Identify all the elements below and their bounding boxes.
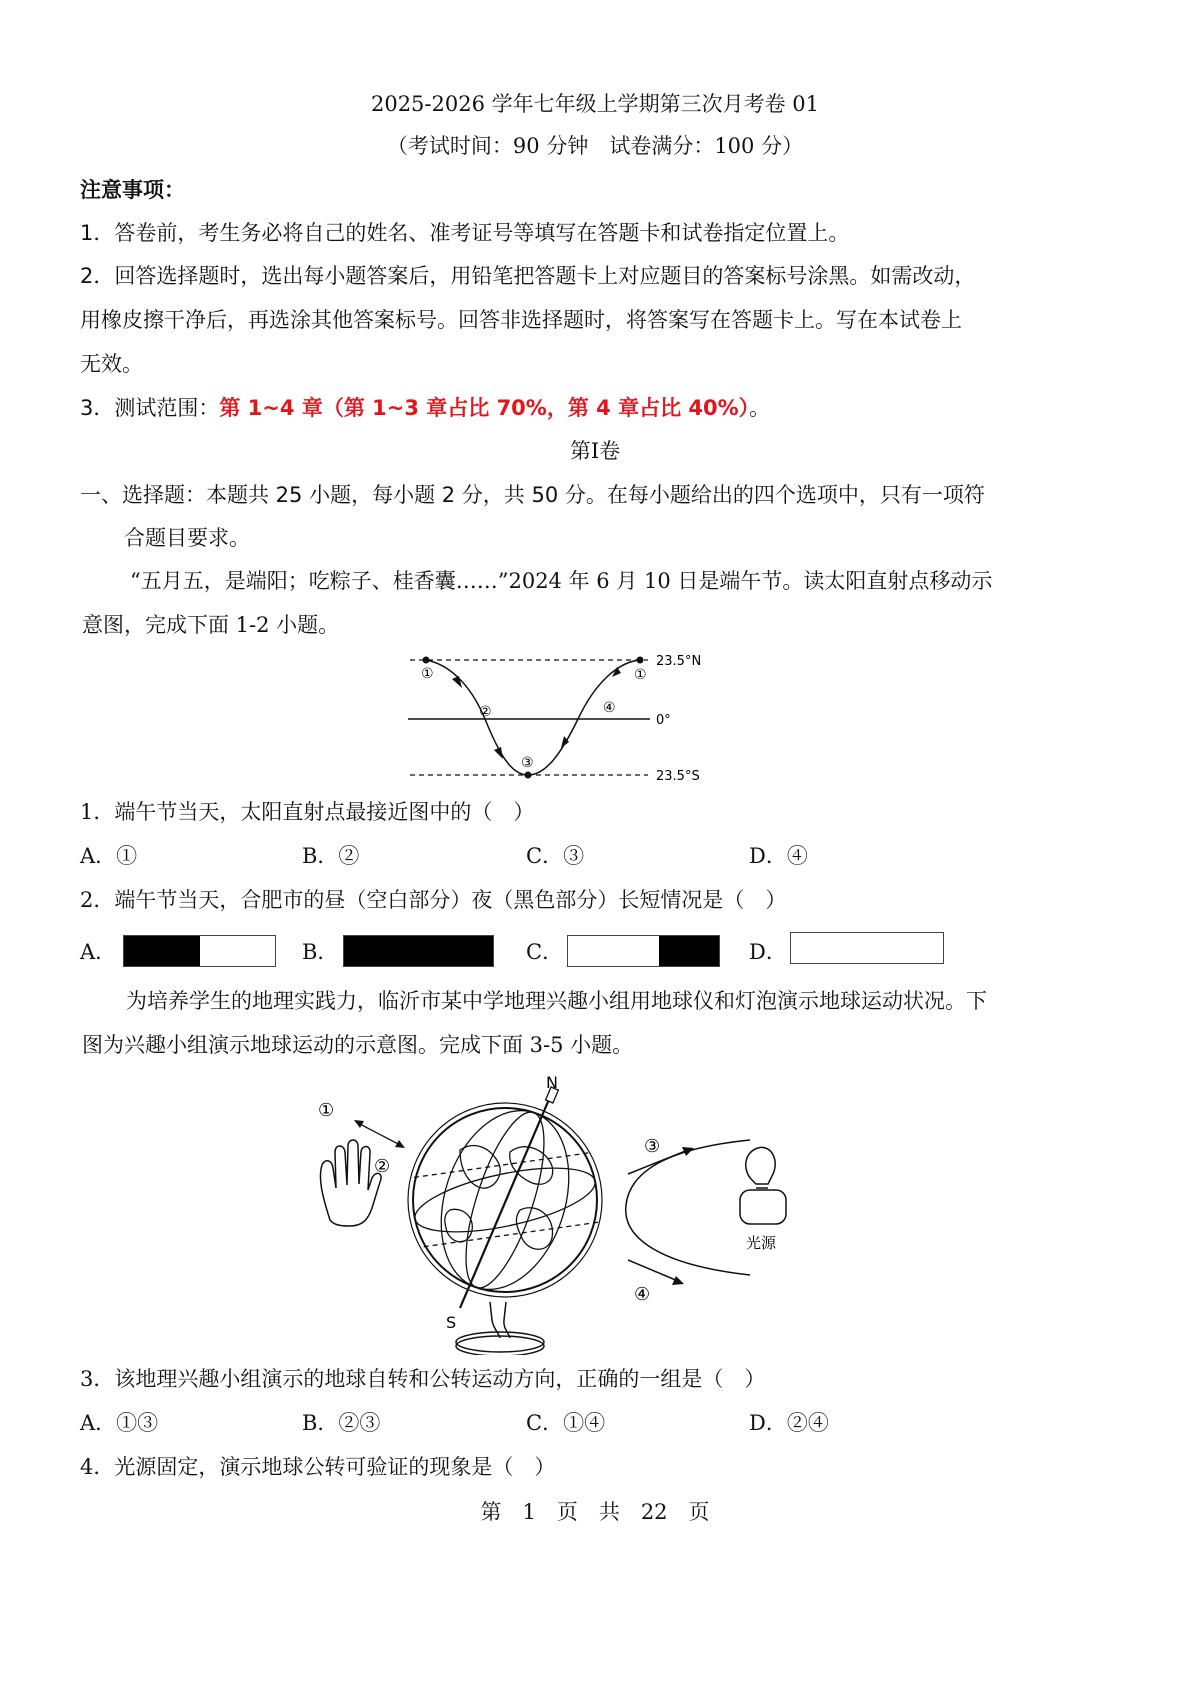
- point-start: [423, 657, 430, 664]
- revolution-arrow-4: [628, 1260, 678, 1281]
- arrowhead-right: [395, 1140, 405, 1148]
- intro-2-line-2: 图为兴趣小组演示地球运动的示意图。完成下面 3-5 小题。: [82, 1033, 634, 1057]
- notice-item-3-prefix: 3．测试范围：: [80, 396, 220, 420]
- question-4-stem: 4．光源固定，演示地球公转可验证的现象是（ ）: [80, 1455, 556, 1479]
- mark-4: ④: [634, 1284, 651, 1305]
- label-south-pole: S: [446, 1313, 457, 1332]
- q1-option-b[interactable]: B．②: [302, 844, 360, 868]
- mark-1-left: ①: [421, 666, 434, 682]
- orbit-arc: [626, 1140, 750, 1275]
- exam-info: （考试时间：90 分钟 试卷满分：100 分）: [386, 134, 804, 158]
- q1-option-a[interactable]: A．①: [80, 844, 138, 868]
- notice-item-1: 1．答卷前，考生务必将自己的姓名、准考证号等填写在答题卡和试卷指定位置上。: [80, 221, 850, 245]
- section-heading-line-2: 合题目要求。: [124, 526, 250, 550]
- intro-1-line-1: “五月五，是端阳；吃粽子、桂香囊……”2024 年 6 月 10 日是端午节。读太阳直射点移动示: [130, 569, 993, 593]
- q2-option-b-daynight-bar: [343, 935, 494, 967]
- light-bulb-icon: [740, 1147, 786, 1224]
- q2-option-b[interactable]: B．: [302, 940, 339, 964]
- mark-1: ①: [318, 1100, 335, 1121]
- label-equator: 0°: [656, 713, 671, 728]
- arrowhead-4: [672, 1276, 684, 1285]
- q3-option-d[interactable]: D．②④: [749, 1411, 829, 1435]
- point-end: [637, 657, 644, 664]
- q2-option-d[interactable]: D．: [749, 940, 787, 964]
- hand-icon: [320, 1140, 381, 1226]
- q1-option-d[interactable]: D．④: [749, 844, 808, 868]
- notice-item-2-line-1: 2．回答选择题时，选出每小题答案后，用铅笔把答题卡上对应题目的答案标号涂黑。如需改动，: [80, 264, 976, 288]
- label-23-5-south: 23.5°S: [656, 769, 700, 784]
- notice-item-3-suffix: 。: [749, 396, 771, 420]
- mark-2: ②: [374, 1156, 391, 1177]
- mark-3: ③: [521, 755, 534, 771]
- point-south: [525, 772, 532, 779]
- night-segment: [659, 936, 719, 966]
- arrowhead-left: [354, 1120, 364, 1128]
- arrow-2: [494, 747, 503, 759]
- globe-demo-diagram: [310, 1070, 810, 1355]
- night-segment: [344, 936, 493, 966]
- q2-option-a[interactable]: A．: [80, 940, 117, 964]
- part-label: 第Ⅰ卷: [569, 439, 621, 463]
- globe-stand: [456, 1302, 544, 1355]
- intro-2-line-1: 为培养学生的地理实践力，临沂市某中学地理兴趣小组用地球仪和灯泡演示地球运动状况。下: [126, 989, 987, 1013]
- q2-option-d-daynight-bar: [790, 932, 944, 964]
- mark-3: ③: [644, 1136, 661, 1157]
- question-2-stem: 2．端午节当天，合肥市的昼（空白部分）夜（黑色部分）长短情况是（ ）: [80, 888, 787, 912]
- intro-1-line-2: 意图，完成下面 1-2 小题。: [82, 613, 340, 637]
- rotation-double-arrow: [356, 1122, 402, 1146]
- q3-option-c[interactable]: C．①④: [526, 1411, 606, 1435]
- mark-1-right: ①: [634, 667, 647, 683]
- light-source-label: 光源: [746, 1234, 777, 1252]
- question-3-stem: 3．该地理兴趣小组演示的地球自转和公转运动方向，正确的一组是（ ）: [80, 1367, 766, 1391]
- mark-2: ②: [479, 704, 492, 720]
- page-footer: 第 1 页 共 22 页: [480, 1500, 710, 1524]
- sun-movement-diagram: [400, 648, 720, 788]
- test-range: 第 1~4 章（第 1~3 章占比 70%，第 4 章占比 40%）: [219, 396, 750, 420]
- label-23-5-north: 23.5°N: [656, 654, 702, 669]
- q2-option-c[interactable]: C．: [526, 940, 564, 964]
- mark-4: ④: [603, 700, 616, 716]
- arrow-1: [452, 676, 462, 688]
- q3-option-a[interactable]: A．①③: [80, 1411, 159, 1435]
- section-heading-line-1: 一、选择题：本题共 25 小题，每小题 2 分，共 50 分。在每小题给出的四个选项中，只有一项符: [80, 483, 985, 507]
- page-title: 2025-2026 学年七年级上学期第三次月考卷 01: [370, 92, 820, 116]
- globe: [408, 1087, 602, 1308]
- q2-option-a-daynight-bar: [123, 935, 276, 967]
- notice-heading: 注意事项：: [80, 178, 185, 202]
- notice-item-3: [80, 394, 770, 422]
- night-segment: [124, 936, 200, 966]
- notice-item-2-line-2: 用橡皮擦干净后，再选涂其他答案标号。回答非选择题时，将答案写在答题卡上。写在本试卷上: [80, 308, 962, 332]
- notice-item-2-line-3: 无效。: [80, 352, 143, 376]
- q1-option-c[interactable]: C．③: [526, 844, 585, 868]
- question-1-stem: 1．端午节当天，太阳直射点最接近图中的（ ）: [80, 800, 535, 824]
- q2-option-c-daynight-bar: [567, 935, 720, 967]
- label-north-pole: N: [546, 1073, 558, 1092]
- q3-option-b[interactable]: B．②③: [302, 1411, 381, 1435]
